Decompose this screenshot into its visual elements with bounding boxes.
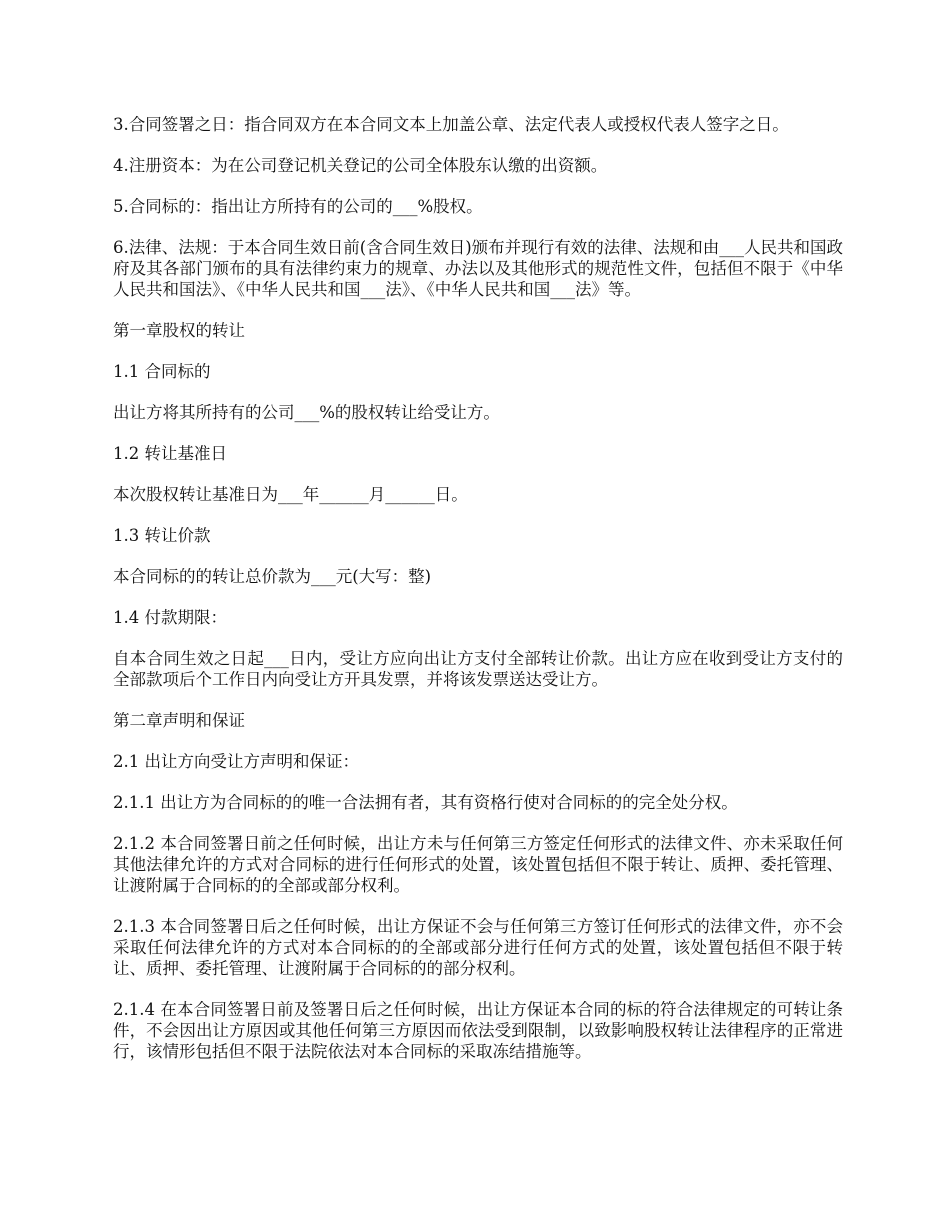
clause-5-contract-subject: 5.合同标的：指出让方所持有的公司的___%股权。	[113, 197, 483, 216]
section-2-1-1: 2.1.1 出让方为合同标的的唯一合法拥有者，其有资格行使对合同标的的完全处分权。	[113, 793, 738, 812]
section-1-1-body: 出让方将其所持有的公司___%的股权转让给受让方。	[113, 403, 500, 422]
section-1-2-heading: 1.2 转让基准日	[113, 444, 227, 463]
section-1-4-heading: 1.4 付款期限：	[113, 608, 227, 627]
section-1-3-heading: 1.3 转让价款	[113, 526, 211, 545]
section-1-1-heading: 1.1 合同标的	[113, 362, 211, 381]
chapter-1-heading: 第一章股权的转让	[113, 321, 245, 340]
section-2-1-4: 2.1.4 在本合同签署日前及签署日后之任何时候，出让方保证本合同的标的符合法律规定的可转让条件，不会因出让方原因或其他任何第三方原因而依法受到限制，以致影响股权转让法律程序的正常进行，该情形包括但不限于法院依法对本合同标的采取冻结措施等。	[113, 1000, 843, 1061]
clause-4-registered-capital: 4.注册资本：为在公司登记机关登记的公司全体股东认缴的出资额。	[113, 156, 608, 175]
section-2-1-2: 2.1.2 本合同签署日前之任何时候，出让方未与任何第三方签定任何形式的法律文件、亦未采取任何其他法律允许的方式对合同标的进行任何形式的处置，该处置包括但不限于转让、质押、委托管理、让渡附属于合同标的的全部或部分权利。	[113, 834, 843, 895]
chapter-2-heading: 第二章声明和保证	[113, 711, 245, 730]
document-body	[113, 114, 843, 1082]
section-2-1-heading: 2.1 出让方向受让方声明和保证：	[113, 752, 359, 771]
clause-3-signing-date: 3.合同签署之日：指合同双方在本合同文本上加盖公章、法定代表人或授权代表人签字之日。	[113, 115, 789, 134]
section-1-4-body: 自本合同生效之日起___日内，受让方应向出让方支付全部转让价款。出让方应在收到受让方支付的全部款项后个工作日内向受让方开具发票，并将该发票送达受让方。	[113, 649, 843, 689]
section-1-3-body: 本合同标的的转让总价款为___元(大写：整)	[113, 567, 432, 586]
clause-6-laws-regulations: 6.法律、法规：于本合同生效日前(含合同生效日)颁布并现行有效的法律、法规和由___人民共和国政府及其各部门颁布的具有法律约束力的规章、办法以及其他形式的规范性文件，包括但不限于《中华人民共和国法》、《中华人民共和国___法》、《中华人民共和国___法》等。	[113, 238, 843, 299]
section-1-2-body: 本次股权转让基准日为___年______月______日。	[113, 485, 468, 504]
section-2-1-3: 2.1.3 本合同签署日后之任何时候，出让方保证不会与任何第三方签订任何形式的法律文件，亦不会采取任何法律允许的方式对本合同标的的全部或部分进行任何方式的处置，该处置包括但不限于转让、质押、委托管理、让渡附属于合同标的的部分权利。	[113, 917, 843, 978]
